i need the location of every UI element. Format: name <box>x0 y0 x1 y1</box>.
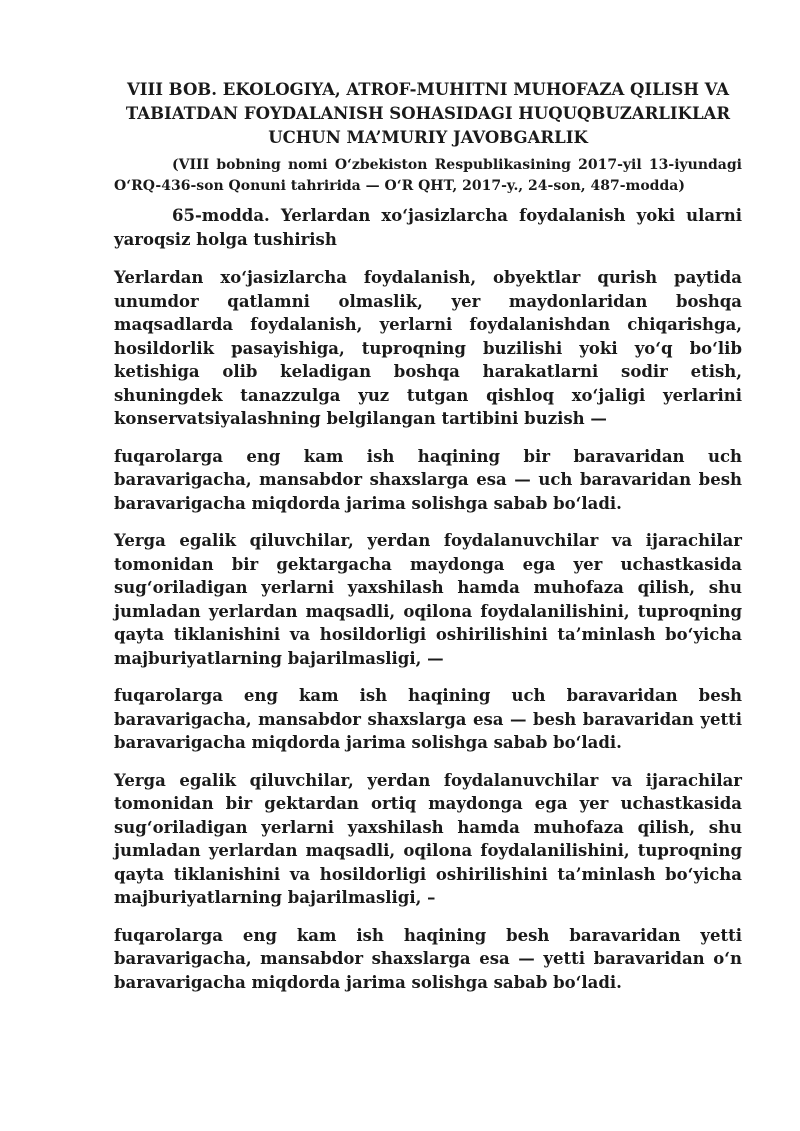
article-title: 65-modda. Yerlardan xo‘jasizlarcha foydalanish yoki ularni yaroqsiz holga tushirish <box>114 206 742 249</box>
article-paragraph-6: fuqarolarga eng kam ish haqining besh baravaridan yetti baravarigacha, mansabdor shaxslarga esa — yetti baravaridan o‘n baravarigacha miqdorda jarima solishga sabab bo‘ladi. <box>114 925 742 992</box>
article-paragraph-3: Yerga egalik qiluvchilar, yerdan foydalanuvchilar va ijarachilar tomonidan bir gektargacha maydonga ega yer uchastkasida sug‘oriladigan yerlarni yaxshilash hamda muhofaza qilish, shu jumladan yerlardan maqsadli, oqilona foydalanilishini, tuproqning qayta tiklanishini va hosildorligi oshirilishini ta’minlash bo‘yicha majburiyatlarning bajarilmasligi, — <box>114 531 742 668</box>
article-paragraph-1: Yerlardan xo‘jasizlarcha foydalanish, obyektlar qurish paytida unumdor qatlamni olmaslik, yer maydonlaridan boshqa maqsadlarda foydalanish, yerlarni foydalanishdan chiqarishga, hosildorlik pasayishiga, tuproqning buzilishi yoki yo‘q bo‘lib ketishiga olib keladigan boshqa harakatlarni sodir etish, shuningdek tanazzulga yuz tutgan qishloq xo‘jaligi yerlarini konservatsiyalashning belgilangan tartibini buzish — <box>114 268 742 428</box>
chapter-title: VIII BOB. EKOLOGIYA, ATROF-MUHITNI MUHOFAZA QILISH VA TABIATDAN FOYDALANISH SOHASIDAGI HUQUQBUZARLIKLAR UCHUN MA’MURIY JAVOBGARLIK <box>125 80 731 147</box>
article-paragraph-2: fuqarolarga eng kam ish haqining bir baravaridan uch baravarigacha, mansabdor shaxslarga esa — uch baravaridan besh baravarigacha miqdorda jarima solishga sabab bo‘ladi. <box>114 446 742 513</box>
article-paragraph-5: Yerga egalik qiluvchilar, yerdan foydalanuvchilar va ijarachilar tomonidan bir gektardan ortiq maydonga ega yer uchastkasida sug‘oriladigan yerlarni yaxshilash hamda muhofaza qilish, shu jumladan yerlardan maqsadli, oqilona foydalanilishini, tuproqning qayta tiklanishini va hosildorligi oshirilishini ta’minlash bo‘yicha majburiyatlarning bajarilmasligi, – <box>114 770 742 907</box>
chapter-amendment-note: (VIII bobning nomi O‘zbekiston Respublikasining 2017-yil 13-iyundagi O‘RQ-436-son Qonuni tahririda — O‘R QHT, 2017-y., 24-son, 487-modda) <box>114 157 742 194</box>
document-page <box>114 78 742 994</box>
article-paragraph-4: fuqarolarga eng kam ish haqining uch baravaridan besh baravarigacha, mansabdor shaxslarga esa — besh baravaridan yetti baravarigacha miqdorda jarima solishga sabab bo‘ladi. <box>114 686 742 752</box>
